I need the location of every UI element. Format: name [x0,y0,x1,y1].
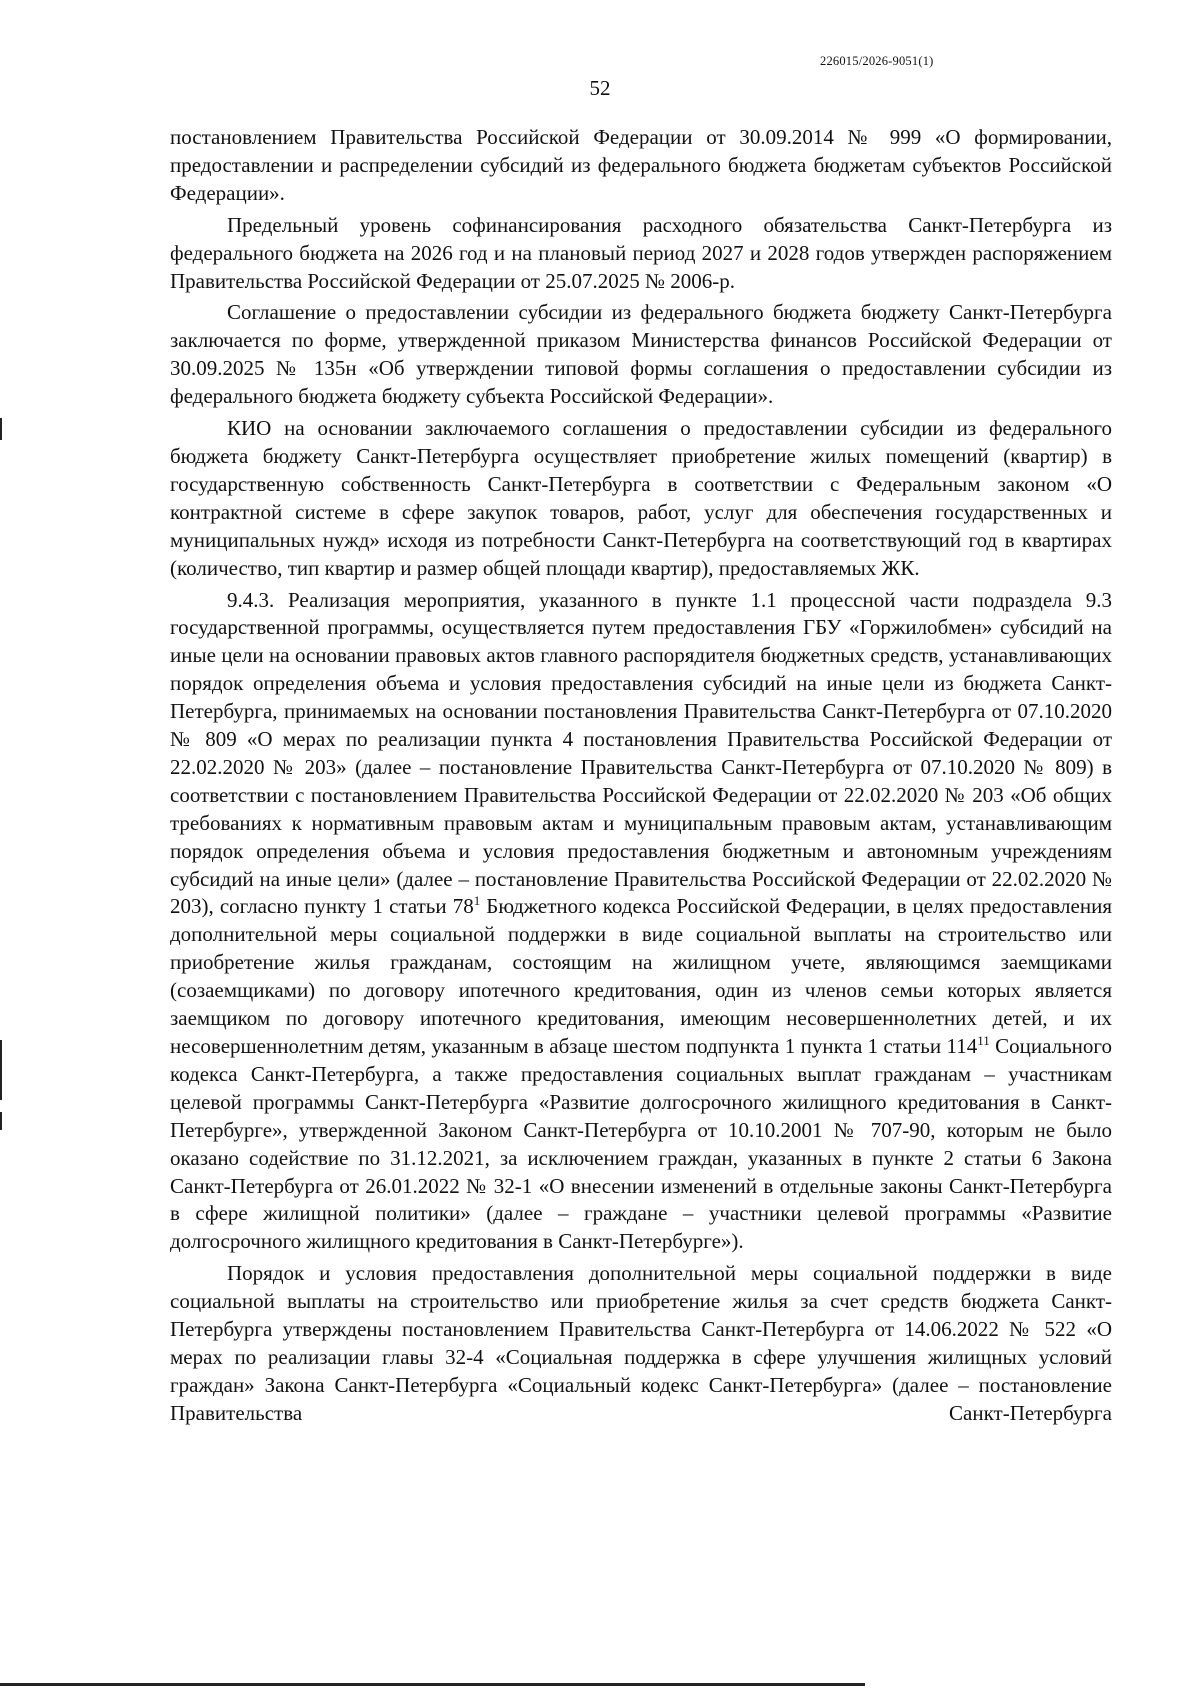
scan-bottom-line [0,1683,865,1686]
page-number: 52 [589,76,611,100]
paragraph-social-payment-procedure: Порядок и условия предоставления дополнительной меры социальной поддержки в виде социальной выплаты на строительство или приобретение жилья за счет средств бюджета Санкт-Петербурга утверждены постановлением Правительства Санкт-Петербурга от 14.06.2022 № 522 «О мерах по реализации главы 32-4 «Социальная поддержка в сфере улучшения жилищных условий граждан» Закона Санкт-Петербурга «Социальный кодекс Санкт-Петербурга» (далее – постановление Правительства Санкт-Петербурга [170,1261,1112,1425]
paragraph-9-4-3-text-1: 9.4.3. Реализация мероприятия, указанного в пункте 1.1 процессной части подраздела 9.3 государственной программы, осуществляется путем предоставления ГБУ «Горжилобмен» субсидий на иные цели на основании правовых актов главного распорядителя бюджетных средств, устанавливающих порядок определения объема и условия предоставления субсидий на иные цели из бюджета Санкт-Петербурга, принимаемых на основании постановления Правительства Санкт-Петербурга от 07.10.2020 № 809 «О мерах по реализации пункта 4 постановления Правительства Российской Федерации от 22.02.2020 № 203» (далее – постановление Правительства Санкт-Петербурга от 07.10.2020 № 809) в соответствии с постановлением Правительства Российской Федерации от 22.02.2020 № 203 «Об общих требованиях к нормативным правовым актам и муниципальным правовым актам, устанавливающим порядок определения объема и условия предоставления бюджетным и автономным учреждениям субсидий на иные цели» (далее – постановление Правительства Российской Федерации от 22.02.2020 № 203), согласно пункту 1 статьи 78 [170,587,1112,919]
paragraph-continuation: постановлением Правительства Российской Федерации от 30.09.2014 № 999 «О формировании, предоставлении и распределении субсидий из федерального бюджета бюджетам субъектов Российской Федерации». [170,125,1112,205]
paragraph-9-4-3 [170,587,1112,1257]
scan-edge-mark [0,1112,2,1130]
scan-edge-mark [0,418,2,440]
paragraph-kio-acquisition: КИО на основании заключаемого соглашения о предоставлении субсидии из федерального бюджета бюджету Санкт-Петербурга осуществляет приобретение жилых помещений (квартир) в государственную собственность Санкт-Петербурга в соответствии с Федеральным законом «О контрактной системе в сфере закупок товаров, работ, услуг для обеспечения государственных и муниципальных нужд» исходя из потребности Санкт-Петербурга на соответствующий год в квартирах (количество, тип квартир и размер общей площади квартир), предоставляемых ЖК. [170,416,1112,580]
paragraph-9-4-3-text-3: Социального кодекса Санкт-Петербурга, а также предоставления социальных выплат гражданам – участникам целевой программы Санкт-Петербурга «Развитие долгосрочного жилищного кредитования в Санкт-Петербурге», утвержденной Законом Санкт-Петербурга от 10.10.2001 № 707-90, которым не было оказано содействие по 31.12.2021, за исключением граждан, указанных в пункте 2 статьи 6 Закона Санкт-Петербурга от 26.01.2022 № 32-1 «О внесении изменений в отдельные законы Санкт-Петербурга в сфере жилищной политики» (далее – граждане – участники целевой программы «Развитие долгосрочного жилищного кредитования в Санкт-Петербурге»). [170,1034,1113,1254]
document-registration-number: 226015/2026-9051(1) [820,54,934,68]
paragraph-subsidy-agreement: Соглашение о предоставлении субсидии из федерального бюджета бюджету Санкт-Петербурга заключается по форме, утвержденной приказом Министерства финансов Российской Федерации от 30.09.2025 № 135н «Об утверждении типовой формы соглашения о предоставлении субсидии из федерального бюджета бюджету субъекта Российской Федерации». [170,300,1112,409]
scan-edge-mark [0,1040,2,1100]
article-superscript: 1 [473,893,481,909]
article-superscript: 11 [977,1033,990,1048]
document-body [170,124,1112,1428]
paragraph-9-4-3-text-2: Бюджетного кодекса Российской Федерации, в целях предоставления дополнительной меры социальной поддержки в виде социальной выплаты на строительство или приобретение жилья гражданам, состоящим на жилищном учете, являющимся заемщиками (созаемщиками) по договору ипотечного кредитования, один из членов семьи которых является заемщиком по договору ипотечного кредитования, имеющим несовершеннолетних детей, и их несовершеннолетним детям, указанным в абзаце шестом подпункта 1 пункта 1 статьи 114 [170,894,1112,1058]
paragraph-cofinancing-level: Предельный уровень софинансирования расходного обязательства Санкт-Петербурга из федерального бюджета на 2026 год и на плановый период 2027 и 2028 годов утвержден распоряжением Правительства Российской Федерации от 25.07.2025 № 2006-р. [170,212,1112,293]
